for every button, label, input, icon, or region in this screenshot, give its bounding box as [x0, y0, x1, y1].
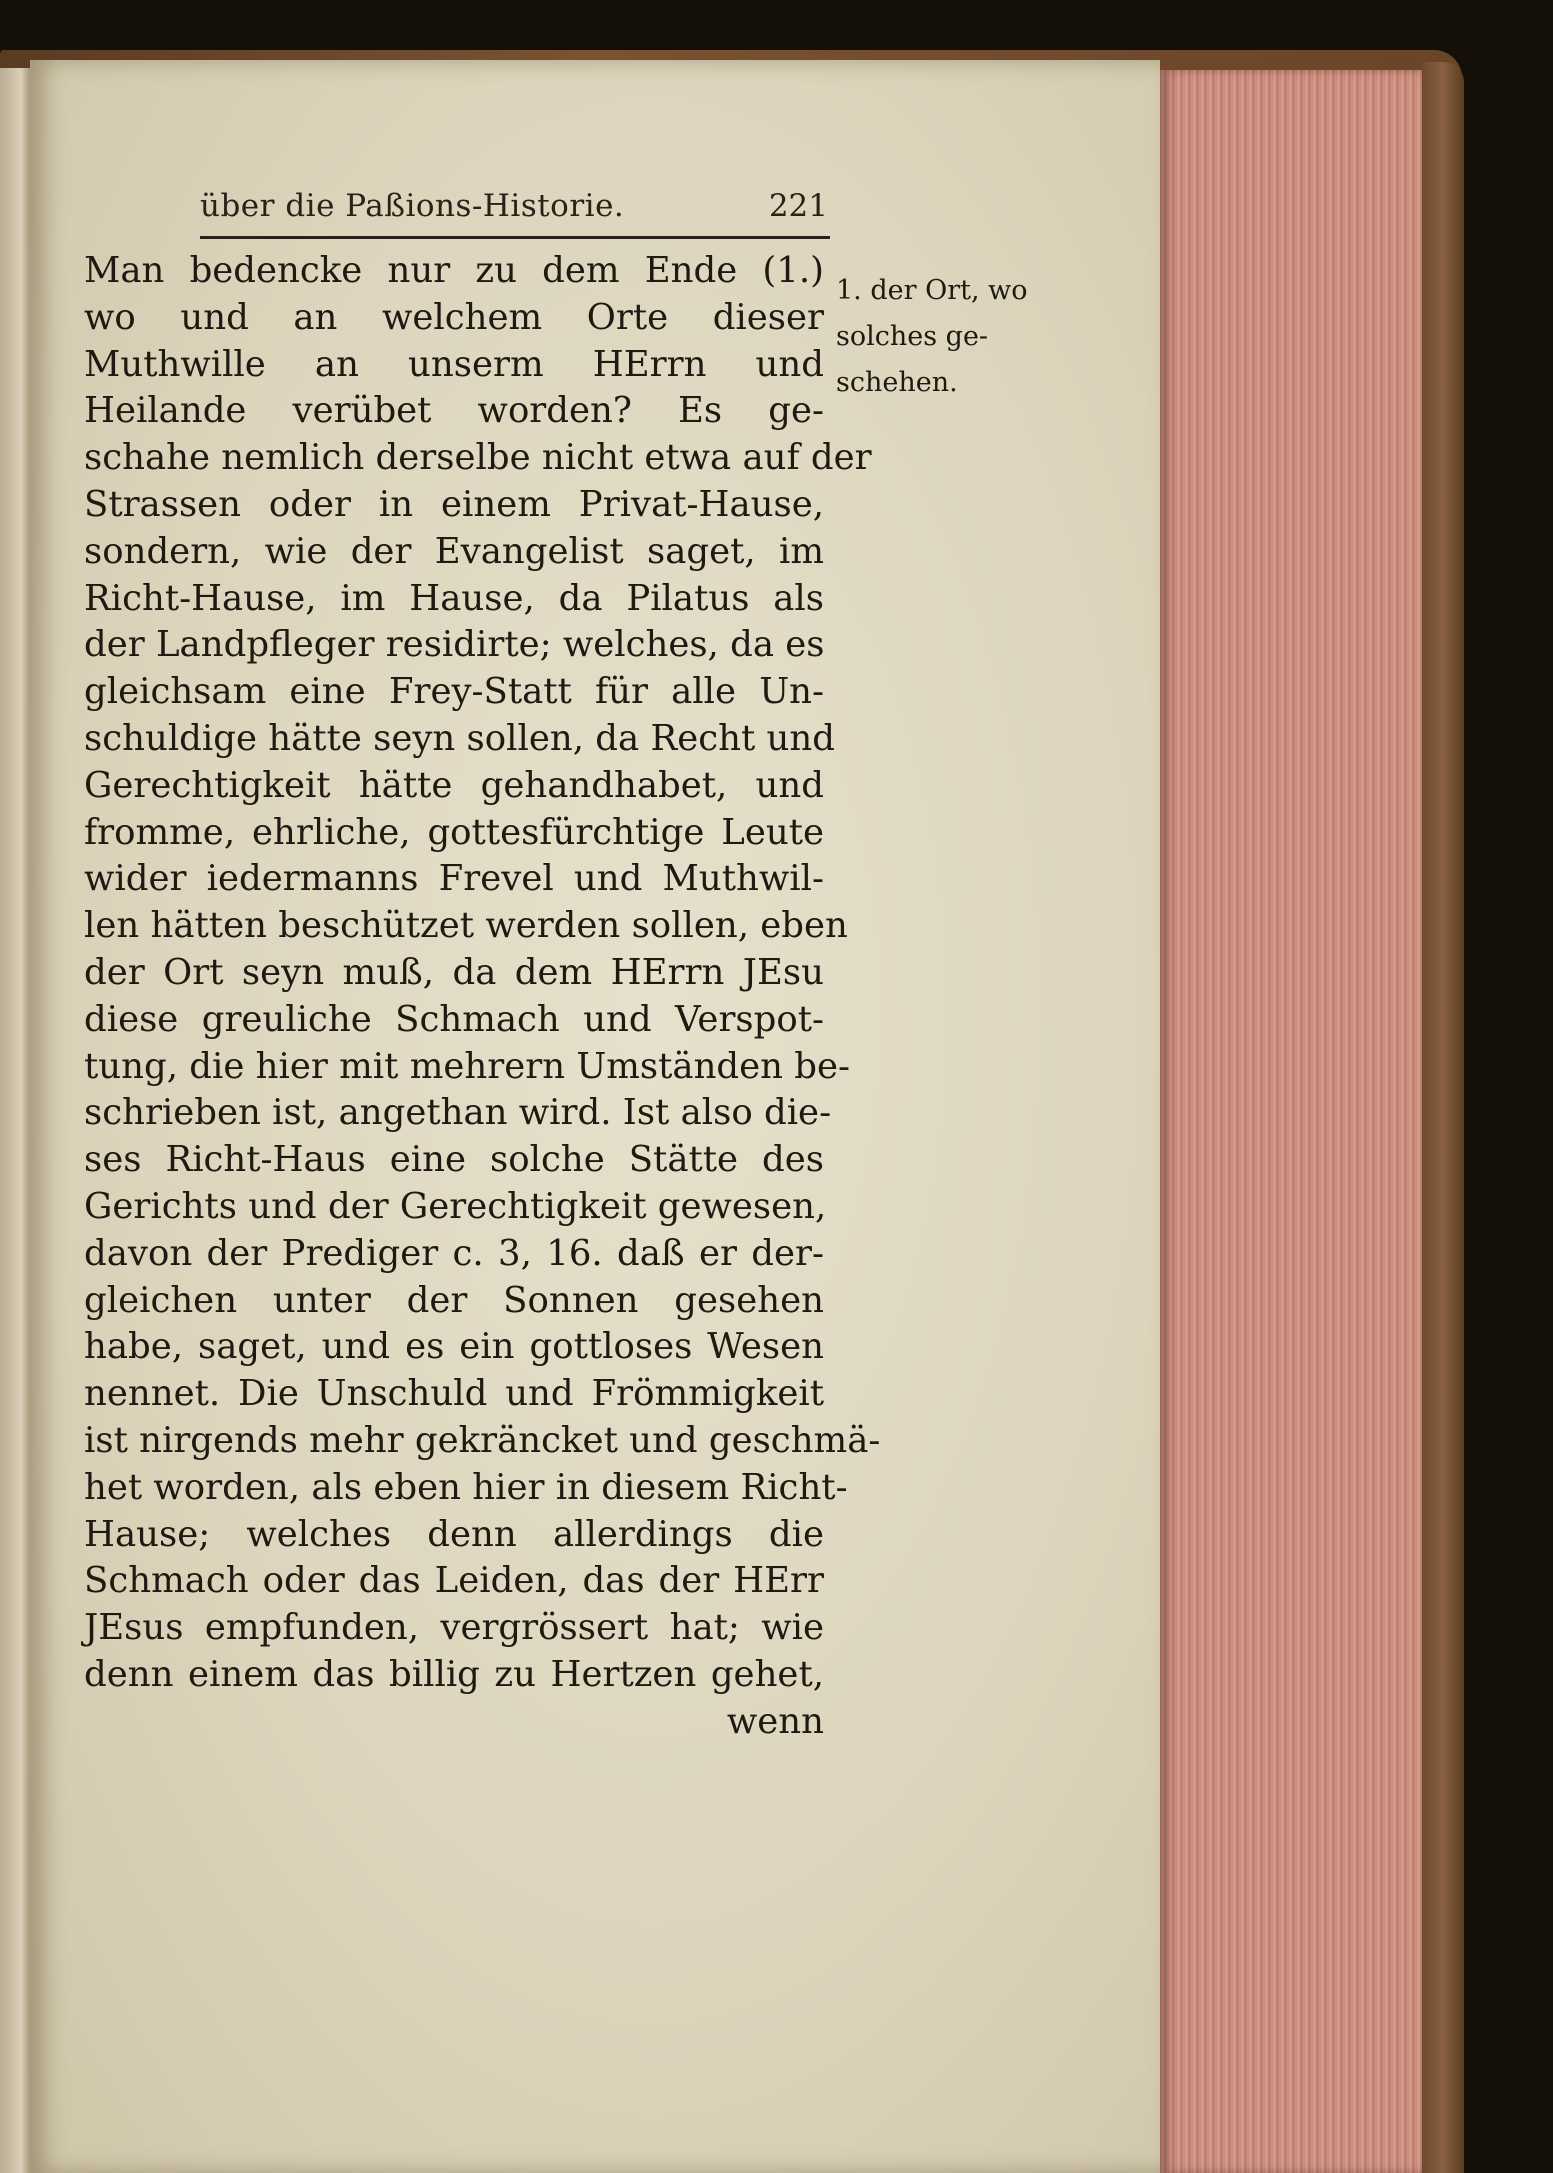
text-line: der Landpfleger residirte; welches, da es	[84, 624, 825, 666]
page-block-edges	[1160, 70, 1422, 2173]
text-line: Heilande verübet worden? Es ge-	[84, 390, 824, 432]
text-line: diese greuliche Schmach und Verspot-	[84, 998, 824, 1040]
text-line: der Ort seyn muß, da dem HErrn JEsu	[84, 951, 824, 993]
marginal-line: solches ge-	[836, 321, 989, 352]
catchword: wenn	[726, 1700, 824, 1742]
text-line: nennet. Die Unschuld und Frömmigkeit	[84, 1373, 824, 1415]
text-line: Richt-Hause, im Hause, da Pilatus als	[84, 577, 824, 619]
marginal-line: schehen.	[836, 367, 958, 398]
text-line: Man bedencke nur zu dem Ende (1.)	[84, 250, 824, 291]
marginal-line: 1. der Ort, wo	[836, 275, 1028, 306]
header-rule	[200, 236, 830, 239]
body-text	[84, 248, 881, 1746]
running-title: über die Paßions-Historie.	[200, 188, 625, 224]
text-line: wo und an welchem Orte dieser	[84, 296, 824, 338]
text-line: fromme, ehrliche, gottesfürchtige Leute	[84, 811, 824, 853]
text-line: schahe nemlich derselbe nicht etwa auf der	[84, 437, 872, 479]
text-line: denn einem das billig zu Hertzen gehet,	[84, 1653, 824, 1695]
text-line: schuldige hätte seyn sollen, da Recht und	[84, 717, 835, 759]
text-line: Hause; welches denn allerdings die	[84, 1513, 824, 1555]
marginal-note	[836, 268, 1066, 406]
text-line: gleichen unter der Sonnen gesehen	[84, 1279, 824, 1321]
text-line: gleichsam eine Frey-Statt für alle Un-	[84, 671, 824, 713]
text-line: het worden, als eben hier in diesem Richt-	[84, 1466, 848, 1508]
previous-page-edge	[0, 68, 30, 2173]
text-line: Strassen oder in einem Privat-Hause,	[84, 483, 824, 525]
text-line: Muthwille an unserm HErrn und	[84, 343, 824, 385]
text-line: sondern, wie der Evangelist saget, im	[84, 530, 824, 572]
cover-edge	[1422, 62, 1464, 2173]
text-line: davon der Prediger c. 3, 16. daß er der-	[84, 1232, 824, 1274]
text-line: tung, die hier mit mehrern Umständen be-	[84, 1045, 851, 1087]
page-number: 221	[768, 188, 828, 224]
text-line: ses Richt-Haus eine solche Stätte des	[84, 1139, 824, 1181]
text-line: JEsus empfunden, vergrössert hat; wie	[84, 1607, 824, 1649]
text-line: Schmach oder das Leiden, das der HErr	[84, 1560, 824, 1602]
text-line: Gerechtigkeit hätte gehandhabet, und	[84, 764, 824, 806]
text-line: ist nirgends mehr gekräncket und geschmä-	[84, 1419, 881, 1461]
text-line: wider iedermanns Frevel und Muthwil-	[84, 858, 824, 900]
page-header	[200, 178, 840, 234]
text-line: Gerichts und der Gerechtigkeit gewesen,	[84, 1185, 827, 1227]
text-line: len hätten beschützet werden sollen, eben	[84, 905, 848, 947]
text-line: habe, saget, und es ein gottloses Wesen	[84, 1326, 824, 1368]
text-line: schrieben ist, angethan wird. Ist also die-	[84, 1092, 832, 1134]
